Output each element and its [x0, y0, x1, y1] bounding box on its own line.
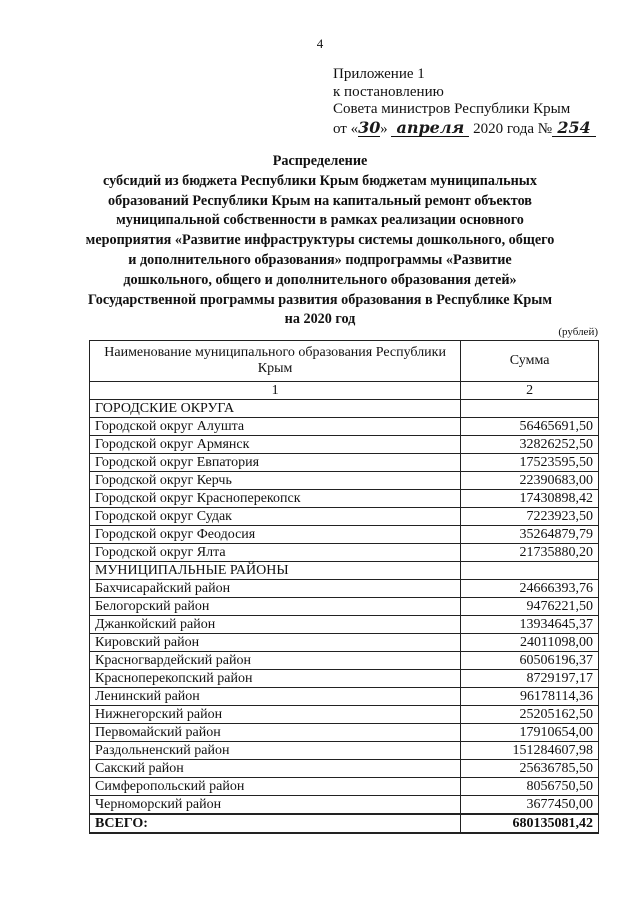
row-amount-cell [461, 562, 599, 580]
row-name-cell: Городской округ Судак [90, 508, 461, 526]
table-row [90, 724, 599, 742]
row-name-cell: ГОРОДСКИЕ ОКРУГА [90, 400, 461, 418]
row-amount-cell: 60506196,37 [461, 652, 599, 670]
date-quote: » [380, 120, 388, 137]
row-name-cell: Городской округ Красноперекопск [90, 490, 461, 508]
table-row [90, 454, 599, 472]
row-amount-cell: 7223923,50 [461, 508, 599, 526]
row-name-cell: Джанкойский район [90, 616, 461, 634]
table-section-row [90, 400, 599, 418]
title-line: Распределение [272, 153, 368, 169]
date-prefix: от « [333, 120, 359, 137]
column-number-1: 1 [90, 382, 461, 400]
row-amount-cell: 17430898,42 [461, 490, 599, 508]
page-number: 4 [316, 36, 324, 51]
row-amount-cell: 17523595,50 [461, 454, 599, 472]
date-year: 2020 года № [473, 120, 553, 137]
column-number-row [90, 382, 599, 400]
table-row [90, 670, 599, 688]
table-row [90, 526, 599, 544]
table-row [90, 490, 599, 508]
table-row [90, 472, 599, 490]
row-amount-cell: 21735880,20 [461, 544, 599, 562]
title-line: образований Республики Крым на капитальный ремонт объектов [108, 192, 532, 209]
distribution-table [89, 340, 599, 834]
row-amount-cell: 8729197,17 [461, 670, 599, 688]
table-section-row [90, 562, 599, 580]
row-name-cell: Городской округ Ялта [90, 544, 461, 562]
row-amount-cell: 25636785,50 [461, 760, 599, 778]
table-row [90, 706, 599, 724]
title-line: на 2020 год [284, 311, 356, 328]
row-amount-cell: 24011098,00 [461, 634, 599, 652]
total-amount-cell: 680135081,42 [461, 814, 599, 833]
table-row [90, 436, 599, 454]
row-name-cell: Городской округ Армянск [90, 436, 461, 454]
row-name-cell: Первомайский район [90, 724, 461, 742]
row-amount-cell [461, 400, 599, 418]
row-name-cell: Нижнегорский район [90, 706, 461, 724]
header-name-cell: Наименование муниципального образования Республики Крым [90, 341, 461, 382]
title-line: и дополнительного образования» подпрограммы «Развитие [128, 251, 512, 268]
row-name-cell: Симферопольский район [90, 778, 461, 796]
table-row [90, 652, 599, 670]
table-row [90, 544, 599, 562]
document-title [60, 152, 580, 330]
table-row [90, 418, 599, 436]
row-name-cell: Кировский район [90, 634, 461, 652]
table-header-row [90, 341, 599, 382]
row-name-cell: Раздольненский район [90, 742, 461, 760]
appendix-block [333, 66, 596, 138]
title-line: мероприятия «Развитие инфраструктуры системы дошкольного, общего [85, 232, 555, 249]
table-row [90, 796, 599, 815]
row-amount-cell: 3677450,00 [461, 796, 599, 815]
title-line: Государственной программы развития образования в Республике Крым [87, 291, 552, 308]
table-row [90, 508, 599, 526]
table-row [90, 634, 599, 652]
total-row [90, 814, 599, 833]
table-row [90, 760, 599, 778]
appendix-line-2: к постановлению [333, 83, 444, 100]
row-name-cell: Красногвардейский район [90, 652, 461, 670]
row-name-cell: Бахчисарайский район [90, 580, 461, 598]
appendix-line-1: Приложение 1 [333, 66, 425, 82]
handwritten-month: апреля [391, 119, 469, 138]
table-row [90, 580, 599, 598]
column-number-2: 2 [461, 382, 599, 400]
table-row [90, 598, 599, 616]
row-name-cell: Красноперекопский район [90, 670, 461, 688]
units-label: (рублей) [558, 326, 598, 338]
row-amount-cell: 13934645,37 [461, 616, 599, 634]
row-amount-cell: 24666393,76 [461, 580, 599, 598]
row-name-cell: Городской округ Евпатория [90, 454, 461, 472]
title-line: дошкольного, общего и дополнительного образования детей» [123, 271, 517, 288]
title-line: субсидий из бюджета Республики Крым бюджетам муниципальных [103, 172, 537, 189]
row-amount-cell: 56465691,50 [461, 418, 599, 436]
row-name-cell: Сакский район [90, 760, 461, 778]
row-amount-cell: 9476221,50 [461, 598, 599, 616]
row-name-cell: Городской округ Алушта [90, 418, 461, 436]
row-amount-cell: 32826252,50 [461, 436, 599, 454]
appendix-date-line [333, 119, 596, 139]
title-line: муниципальной собственности в рамках реализации основного [116, 212, 524, 229]
row-name-cell: Городской округ Керчь [90, 472, 461, 490]
row-name-cell: Белогорский район [90, 598, 461, 616]
row-amount-cell: 8056750,50 [461, 778, 599, 796]
total-label-cell: ВСЕГО: [90, 814, 461, 833]
handwritten-number: 254 [552, 119, 596, 138]
header-sum-cell: Сумма [461, 341, 599, 382]
row-name-cell: Городской округ Феодосия [90, 526, 461, 544]
handwritten-day: 30 [358, 117, 381, 137]
row-amount-cell: 17910654,00 [461, 724, 599, 742]
row-amount-cell: 22390683,00 [461, 472, 599, 490]
row-name-cell: Черноморский район [90, 796, 461, 815]
appendix-line-3: Совета министров Республики Крым [333, 101, 571, 117]
row-name-cell: Ленинский район [90, 688, 461, 706]
row-name-cell: МУНИЦИПАЛЬНЫЕ РАЙОНЫ [90, 562, 461, 580]
table-row [90, 616, 599, 634]
row-amount-cell: 25205162,50 [461, 706, 599, 724]
row-amount-cell: 151284607,98 [461, 742, 599, 760]
row-amount-cell: 35264879,79 [461, 526, 599, 544]
table-row [90, 778, 599, 796]
row-amount-cell: 96178114,36 [461, 688, 599, 706]
table-row [90, 688, 599, 706]
table-row [90, 742, 599, 760]
